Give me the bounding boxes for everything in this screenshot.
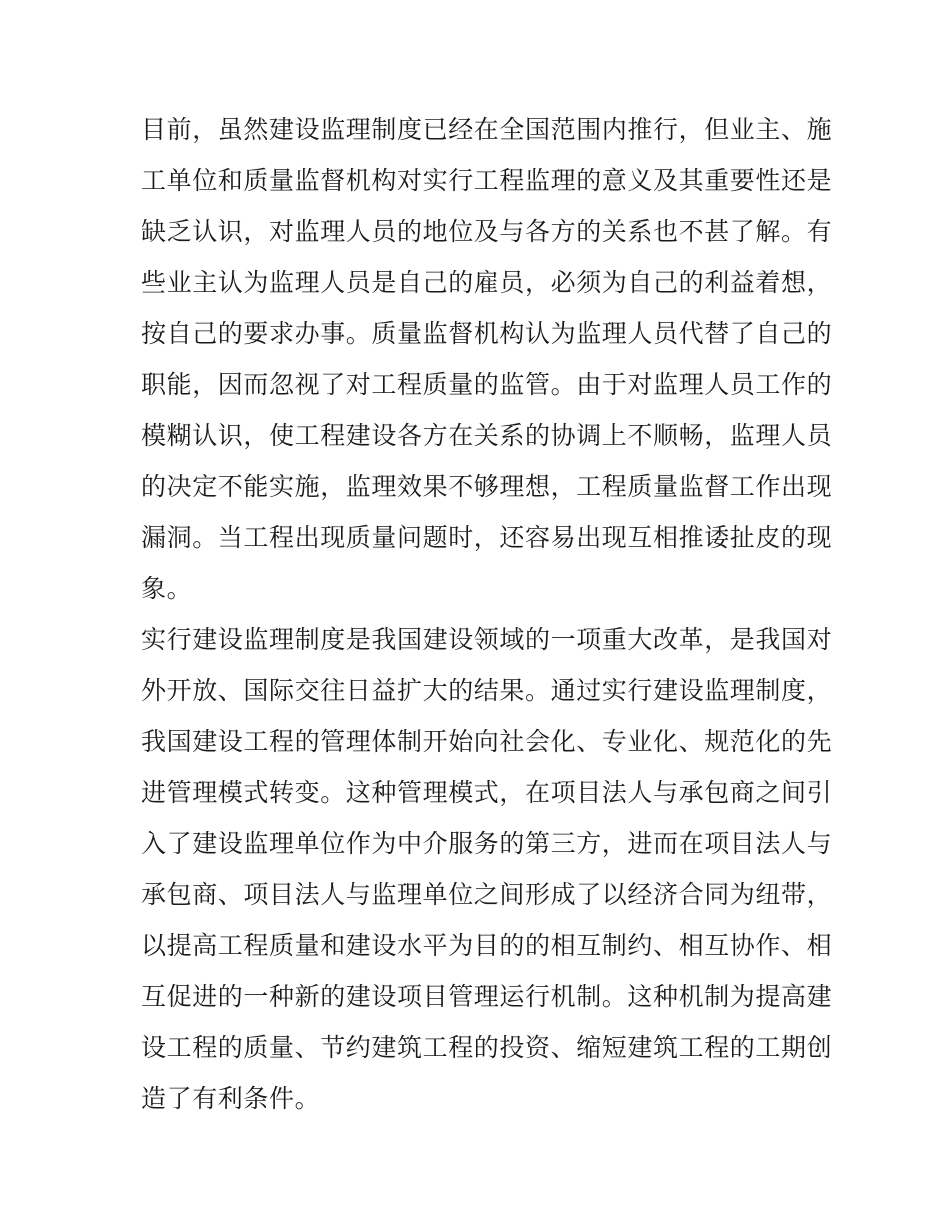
paragraph-line: 承包商、项目法人与监理单位之间形成了以经济合同为纽带， — [141, 880, 833, 909]
paragraph-line: 的决定不能实施，监理效果不够理想，工程质量监督工作出现 — [141, 472, 833, 501]
paragraph-line: 漏洞。当工程出现质量问题时，还容易出现互相推诿扯皮的现 — [141, 523, 833, 552]
document-body — [141, 104, 833, 1124]
paragraph-line: 造了有利条件。 — [141, 1084, 321, 1113]
paragraph-line: 职能，因而忽视了对工程质量的监管。由于对监理人员工作的 — [141, 370, 833, 399]
paragraph-line: 互促进的一种新的建设项目管理运行机制。这种机制为提高建 — [141, 982, 833, 1011]
paragraph-line: 设工程的质量、节约建筑工程的投资、缩短建筑工程的工期创 — [141, 1033, 833, 1062]
paragraph-line: 进管理模式转变。这种管理模式，在项目法人与承包商之间引 — [141, 778, 833, 807]
paragraph-line: 外开放、国际交往日益扩大的结果。通过实行建设监理制度， — [141, 676, 833, 705]
paragraph-line: 以提高工程质量和建设水平为目的的相互制约、相互协作、相 — [141, 931, 833, 960]
paragraph-line: 实行建设监理制度是我国建设领域的一项重大改革，是我国对 — [141, 625, 833, 654]
paragraph-line: 模糊认识，使工程建设各方在关系的协调上不顺畅，监理人员 — [141, 421, 833, 450]
paragraph-line: 我国建设工程的管理体制开始向社会化、专业化、规范化的先 — [141, 727, 833, 756]
paragraph-2 — [141, 614, 833, 1124]
paragraph-line: 些业主认为监理人员是自己的雇员，必须为自己的利益着想， — [141, 268, 833, 297]
paragraph-line: 工单位和质量监督机构对实行工程监理的意义及其重要性还是 — [141, 166, 833, 195]
paragraph-line: 入了建设监理单位作为中介服务的第三方，进而在项目法人与 — [141, 829, 833, 858]
paragraph-1 — [141, 104, 833, 614]
paragraph-line: 缺乏认识，对监理人员的地位及与各方的关系也不甚了解。有 — [141, 217, 833, 246]
paragraph-line: 按自己的要求办事。质量监督机构认为监理人员代替了自己的 — [141, 319, 833, 348]
paragraph-line: 目前，虽然建设监理制度已经在全国范围内推行，但业主、施 — [141, 115, 833, 144]
paragraph-line: 象。 — [141, 574, 193, 603]
